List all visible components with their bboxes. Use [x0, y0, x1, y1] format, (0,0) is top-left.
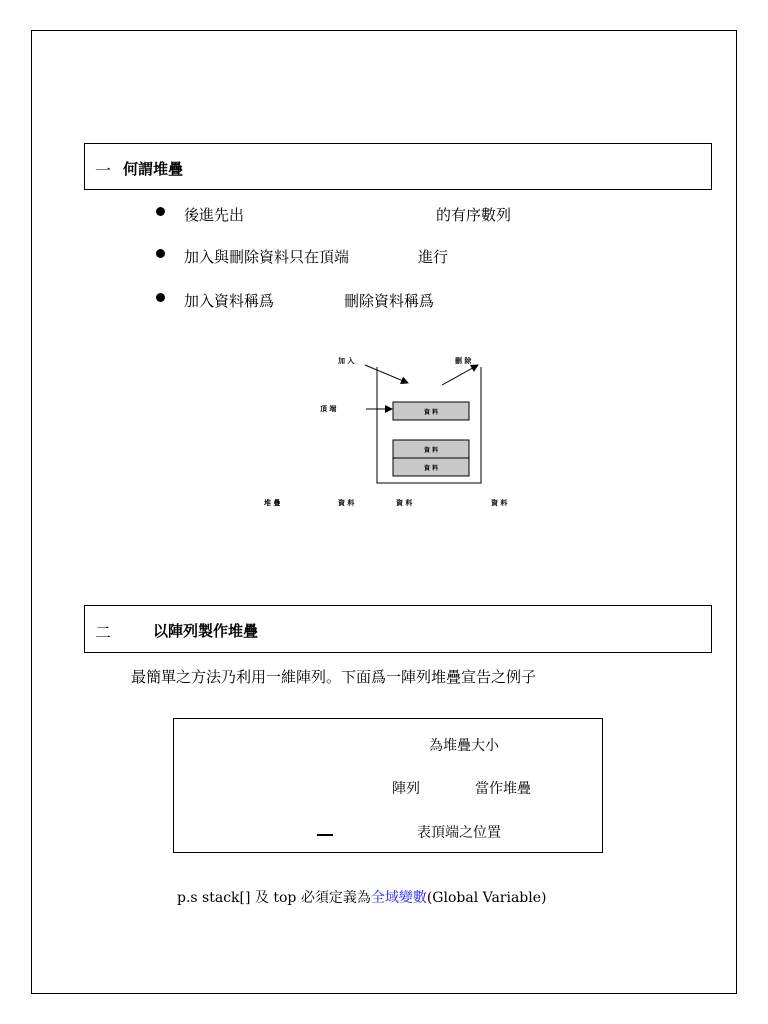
bottom-label: 資 料 — [491, 499, 508, 507]
footnote-highlight: 全域變數 — [370, 890, 427, 906]
section-2-header — [84, 605, 712, 653]
section-2-number: 二 — [95, 623, 112, 642]
bullet-text-right: 的有序數列 — [436, 206, 512, 224]
bullet-text-left: 後進先出 — [184, 206, 245, 224]
push-arrow — [365, 365, 408, 383]
cell-label: 資 料 — [424, 409, 439, 416]
footnote — [177, 887, 547, 907]
code-line-1: 為堆疊大小 — [429, 738, 499, 754]
section-2-title: 以陣列製作堆疊 — [153, 622, 259, 640]
code-line-3: 表頂端之位置 — [417, 825, 501, 841]
top-label: 頂 端 — [320, 405, 337, 413]
bottom-label: 堆 疊 — [264, 499, 281, 507]
section-1-title: 何謂堆疊 — [123, 160, 184, 178]
cell-label: 資 料 — [424, 447, 439, 454]
section-1-header — [84, 143, 712, 190]
bullet-text-left: 加入資料稱爲 — [184, 292, 275, 310]
bullet-text-right: 進行 — [418, 248, 449, 266]
code-line-2b: 當作堆疊 — [475, 781, 531, 797]
underscore-mark — [317, 834, 333, 836]
bullet-icon — [156, 293, 165, 302]
bullet-text-right: 刪除資料稱爲 — [344, 292, 435, 310]
pop-arrow — [442, 365, 478, 385]
bullet-icon — [156, 207, 165, 216]
section-2-intro: 最簡單之方法乃利用一維陣列。下面爲一陣列堆疊宣告之例子 — [131, 668, 537, 686]
bullet-text-left: 加入與刪除資料只在頂端 — [184, 248, 350, 266]
delete-label: 刪 除 — [455, 357, 472, 365]
bottom-label: 資 料 — [338, 499, 355, 507]
bottom-label: 資 料 — [396, 499, 413, 507]
add-label: 加 入 — [338, 357, 355, 365]
bullet-icon — [156, 249, 165, 258]
section-1-number: 一 — [95, 161, 112, 180]
code-line-2a: 陣列 — [392, 781, 420, 797]
stack-diagram — [240, 345, 540, 525]
cell-label: 資 料 — [424, 465, 439, 472]
footnote-suffix: (Global Variable) — [426, 890, 547, 906]
code-box — [173, 718, 603, 853]
footnote-prefix: p.s stack[] 及 top 必須定義為 — [177, 890, 371, 906]
